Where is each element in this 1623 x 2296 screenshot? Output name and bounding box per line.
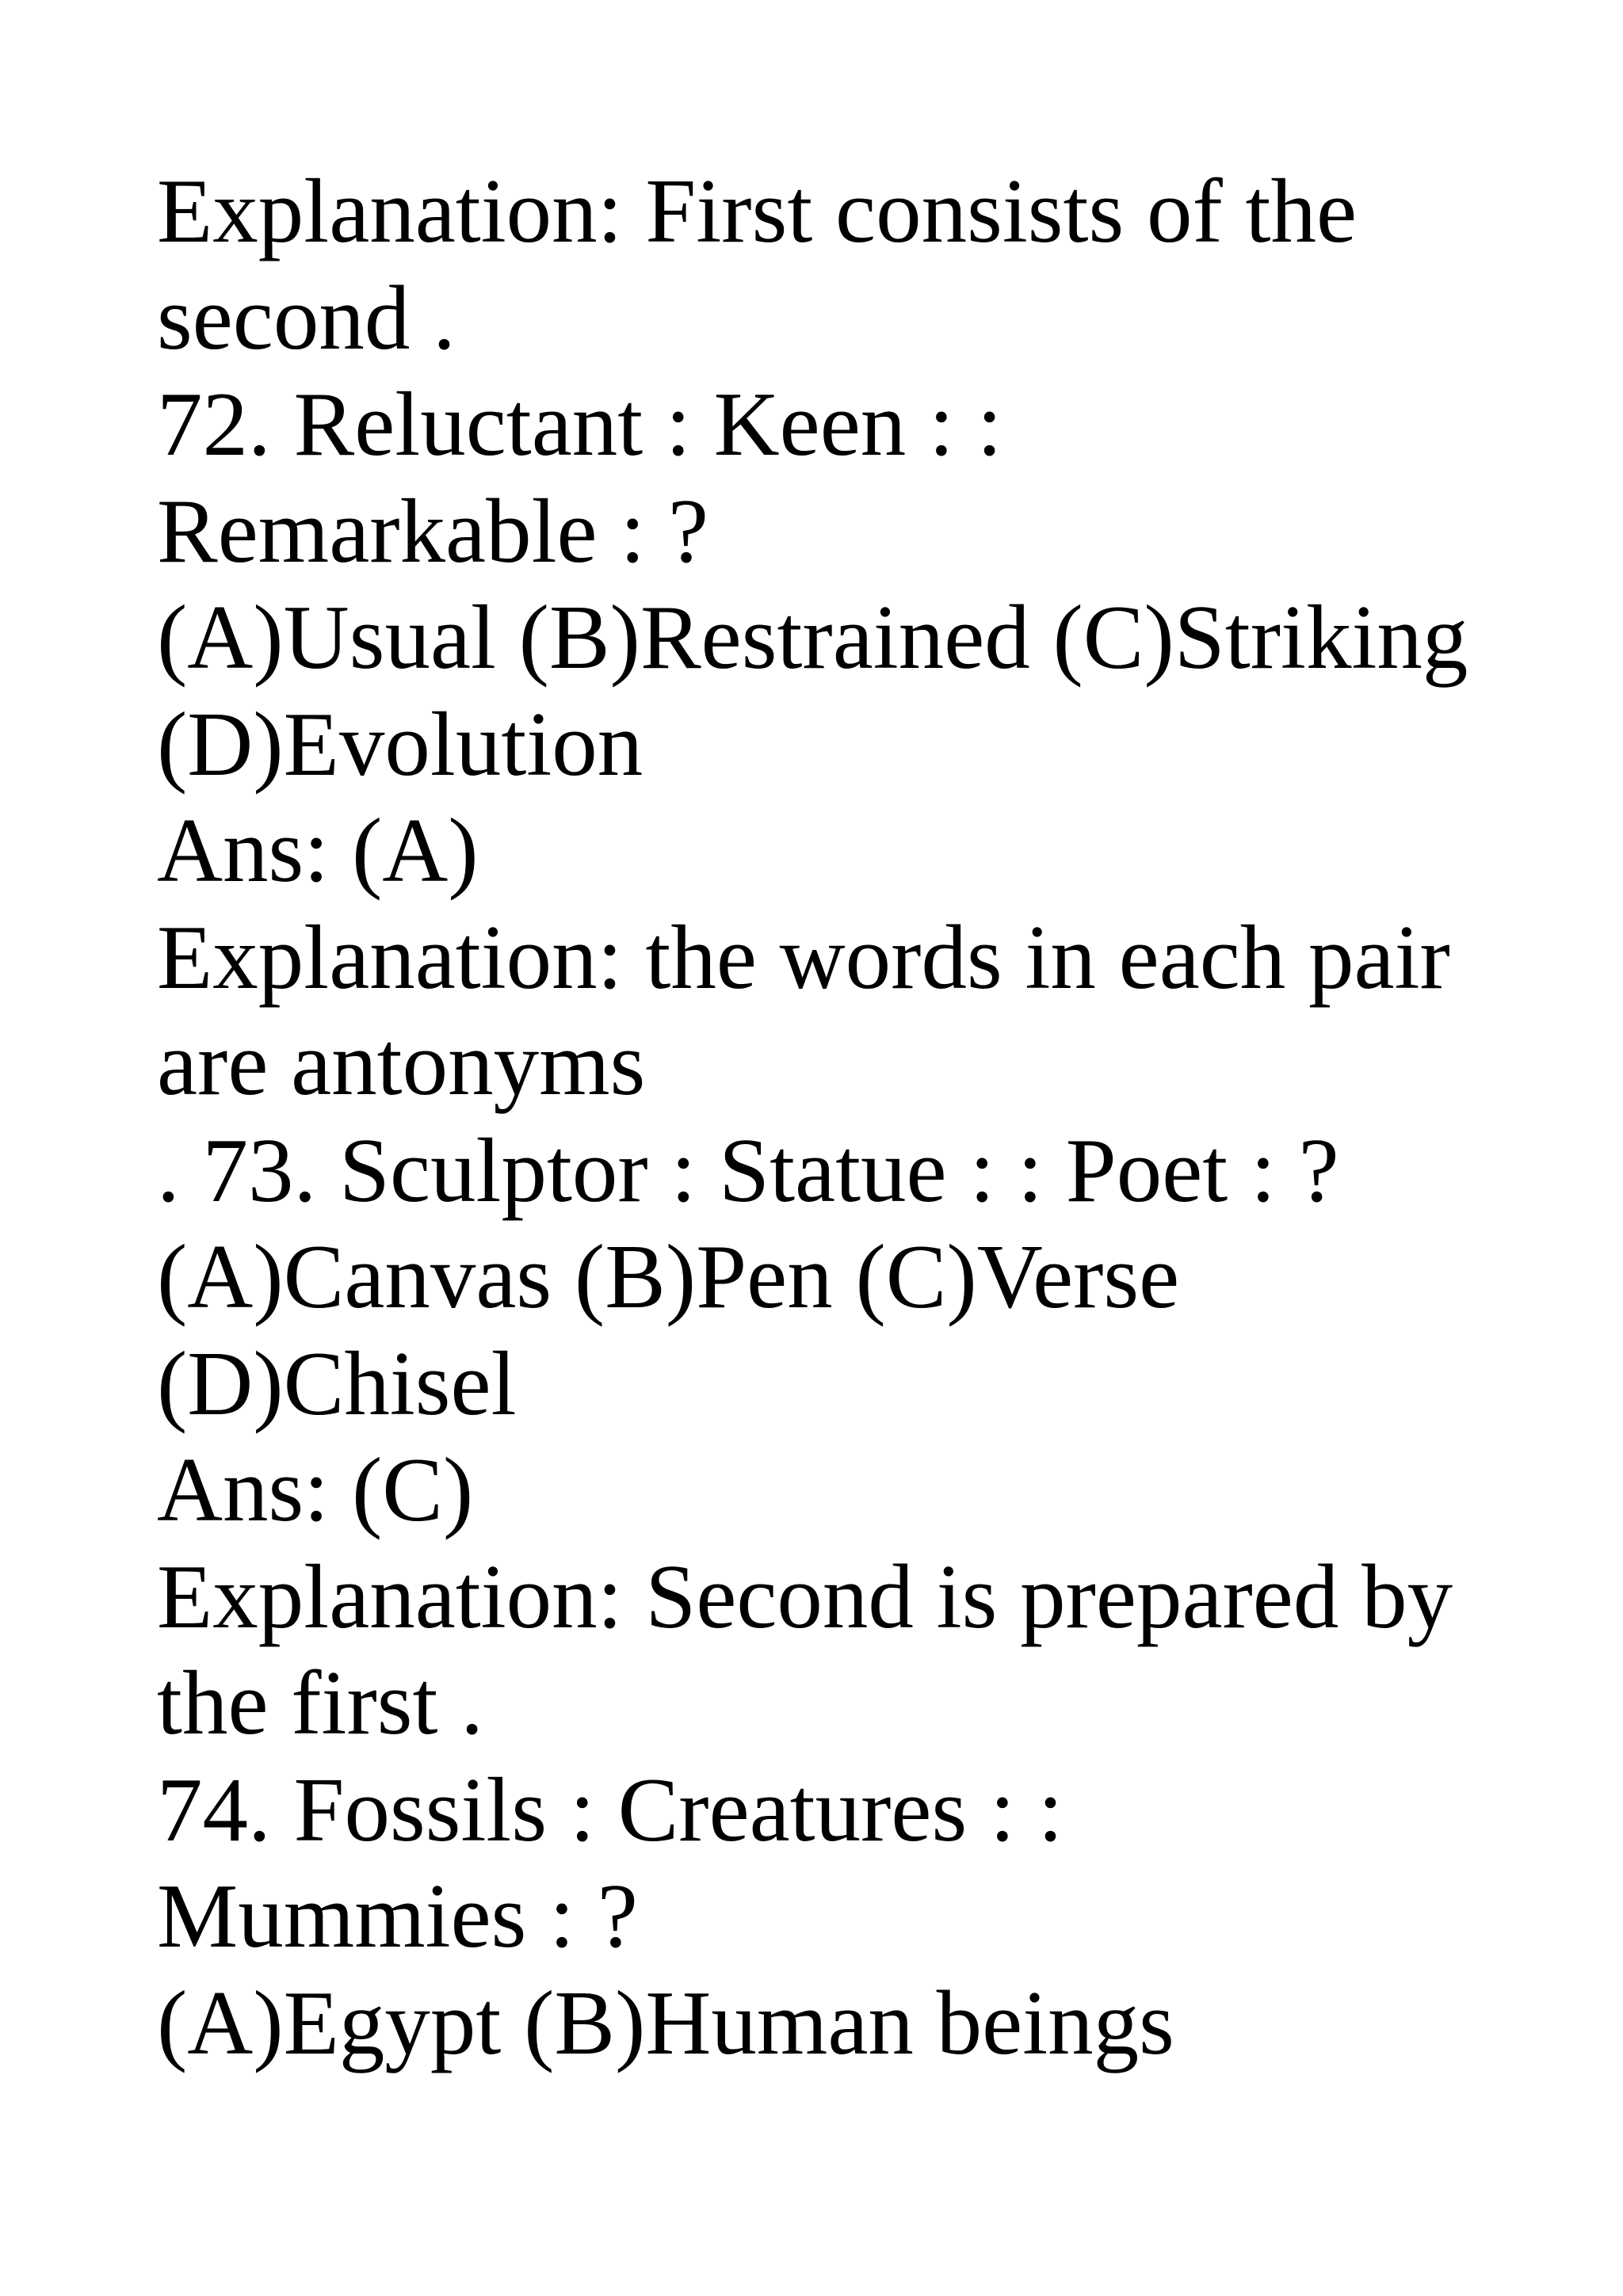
explanation-71-line-1: Explanation: First consists of the (157, 161, 1358, 261)
answer-72: Ans: (A) (157, 800, 479, 901)
question-74-line-1: 74. Fossils : Creatures : : (157, 1759, 1064, 1860)
question-73: . 73. Sculptor : Statue : : Poet : ? (157, 1119, 1339, 1221)
question-74-line-2: Mummies : ? (157, 1866, 638, 1966)
document-page (157, 158, 1583, 2077)
explanation-71-line-2: second . (157, 267, 456, 368)
answer-73: Ans: (C) (157, 1440, 474, 1540)
question-73-options-line-1: (A)Canvas (B)Pen (C)Verse (157, 1226, 1180, 1327)
question-74-options-line-1: (A)Egypt (B)Human beings (157, 1972, 1174, 2073)
explanation-72-line-1: Explanation: the words in each pair (157, 906, 1450, 1008)
question-73-options-line-2: (D)Chisel (157, 1333, 517, 1434)
question-72-options-line-2: (D)Evolution (157, 693, 643, 795)
question-72-line-1: 72. Reluctant : Keen : : (157, 374, 1002, 475)
explanation-72-line-2: are antonyms (157, 1013, 646, 1114)
explanation-73-line-2: the first . (157, 1653, 483, 1753)
explanation-73-line-1: Explanation: Second is prepared by (157, 1546, 1453, 1647)
question-72-line-2: Remarkable : ? (157, 480, 709, 582)
question-72-options-line-1: (A)Usual (B)Restrained (C)Striking (157, 587, 1468, 688)
